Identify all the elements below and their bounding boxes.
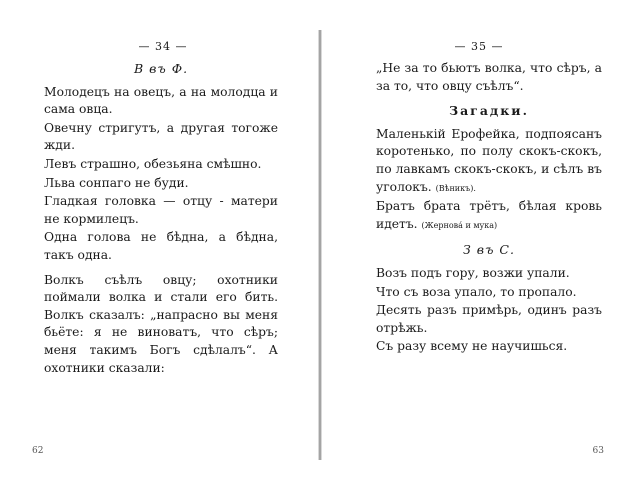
page-header: — 35 — [454,40,504,53]
proverb: Возъ подъ гору, возжи упали. [376,265,570,280]
section-title: З въ С. [463,242,515,258]
proverb: Что съ воза упало, то пропало. [376,284,577,299]
proverb: Овечну стригутъ, а другая тогоже жди. [44,120,278,153]
riddles-title: Загадки. [449,103,529,119]
story-paragraph: „Не за то бьютъ волка, что сѣръ, а за то, что овцу съѣлъ“. [376,61,602,93]
section-title: В въ Ф. [133,61,189,76]
riddle-answer: (Жерновá и мука) [421,220,498,230]
proverb: Съ разу всему не научишься. [376,339,568,354]
riddle [376,198,602,234]
proverb: Левъ страшно, обезьяна смѣшно. [44,156,262,171]
riddle-text: Братъ брата трётъ, бѣлая кровь идетъ. [376,199,602,231]
proverb: Молодецъ на овецъ, а на молодца и сама овца. [44,84,278,117]
riddle-text: Маленькій Ерофейка, подпоясанъ коротенько, по полу скокъ-скокъ, по лавкамъ скокъ-скокъ, и сѣлъ въ уголокъ. [376,126,602,194]
page-number: 62 [32,446,44,456]
right-page [322,0,640,480]
proverb: Гладкая головка — отцу - матери не кормилецъ. [44,194,278,226]
proverb: Одна голова не бѣдна, а бѣдна, такъ одна. [44,230,278,262]
proverb: Льва сонпаго не буди. [44,175,189,190]
page-header: — 34 — [138,40,188,53]
page-body [376,60,602,357]
proverb: Десять разъ примѣрь, одинъ разъ отрѣжь. [376,303,602,335]
left-page [0,0,318,480]
riddle-answer: (Вѣникъ). [435,183,476,193]
story-paragraph: Волкъ съѣлъ овцу; охотники поймали волка и стали его бить. Волкъ сказалъ: „напрасно вы меня бьёте: я не виноватъ, что сѣръ; меня такимъ Богъ сдѣлалъ“. А охотники сказали: [44,272,278,375]
riddle [376,126,602,197]
page-number: 63 [592,446,604,456]
page-body [44,60,278,384]
